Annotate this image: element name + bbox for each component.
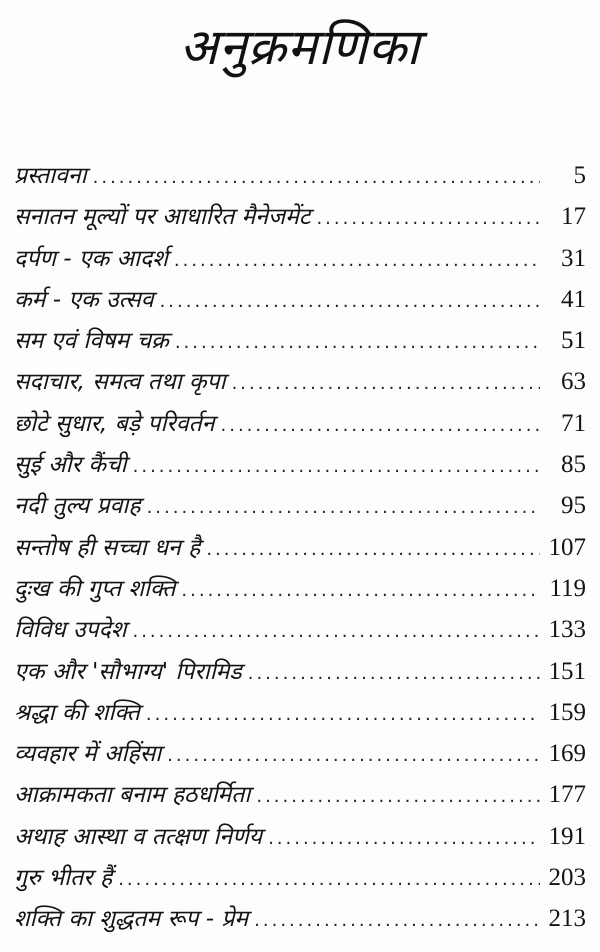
toc-entry-page: 85 — [561, 451, 586, 479]
toc-entry-title: दुःख की गुप्त शक्ति — [14, 575, 176, 602]
toc-entry-page: 107 — [548, 533, 586, 561]
toc-entry-title: नदी तुल्य प्रवाह — [14, 493, 141, 520]
page-title: अनुक्रमणिका — [179, 18, 421, 76]
dot-leader — [133, 456, 540, 477]
toc-entry-page: 31 — [561, 244, 586, 272]
dot-leader — [146, 704, 540, 725]
dot-leader — [147, 497, 540, 518]
toc-entry — [14, 488, 586, 529]
toc-entry — [14, 447, 586, 488]
toc-entry — [14, 406, 586, 447]
toc-entry-page: 51 — [561, 327, 586, 355]
toc-entry — [14, 901, 586, 942]
dot-leader — [174, 250, 540, 271]
toc-entry-title: सम एवं विषम चक्र — [14, 328, 169, 355]
toc-entry — [14, 571, 586, 612]
toc-entry-title: गुरु भीतर हैं — [14, 865, 113, 892]
table-of-contents — [14, 158, 586, 943]
toc-entry-page: 177 — [548, 781, 586, 809]
toc-entry-page: 159 — [548, 698, 586, 726]
toc-entry-title: दर्पण - एक आदर्श — [14, 245, 168, 272]
dot-leader — [206, 539, 540, 560]
dot-leader — [268, 828, 540, 849]
dot-leader — [160, 291, 540, 312]
toc-entry-page: 191 — [548, 822, 586, 850]
toc-entry — [14, 530, 586, 571]
toc-entry-page: 63 — [561, 368, 586, 396]
toc-entry — [14, 158, 586, 199]
dot-leader — [118, 869, 540, 890]
dot-leader — [316, 208, 540, 229]
toc-entry-page: 133 — [548, 616, 586, 644]
toc-entry-title: श्रद्धा की शक्ति — [14, 699, 140, 726]
toc-entry-title: एक और 'सौभाग्य' पिरामिड — [14, 658, 242, 685]
toc-entry-page: 119 — [549, 574, 586, 602]
toc-entry-title: अथाह आस्था व तत्क्षण निर्णय — [14, 823, 263, 850]
toc-entry — [14, 654, 586, 695]
dot-leader — [232, 373, 540, 394]
toc-entry-page: 71 — [561, 409, 586, 437]
toc-entry — [14, 323, 586, 364]
toc-entry-page: 41 — [561, 285, 586, 313]
toc-entry-title: छोटे सुधार, बड़े परिवर्तन — [14, 410, 215, 437]
toc-entry — [14, 241, 586, 282]
toc-entry-page: 95 — [561, 492, 586, 520]
toc-entry-title: शक्ति का शुद्धतम रूप - प्रेम — [14, 906, 249, 933]
dot-leader — [221, 415, 540, 436]
toc-entry-page: 213 — [548, 905, 586, 933]
toc-entry-title: सुई और कैंची — [14, 452, 127, 479]
toc-entry — [14, 199, 586, 240]
toc-entry — [14, 777, 586, 818]
toc-entry — [14, 736, 586, 777]
toc-entry-page: 17 — [561, 203, 586, 231]
toc-entry — [14, 695, 586, 736]
toc-entry-title: सदाचार, समत्व तथा कृपा — [14, 369, 226, 396]
toc-entry-title: सन्तोष ही सच्चा धन है — [14, 534, 201, 561]
toc-entry-title: कर्म - एक उत्सव — [14, 286, 154, 313]
toc-entry-page: 5 — [573, 162, 586, 189]
toc-entry — [14, 364, 586, 405]
toc-entry — [14, 819, 586, 860]
toc-entry-title: विविध उपदेश — [14, 617, 127, 644]
dot-leader — [181, 580, 540, 601]
toc-entry-title: आक्रामकता बनाम हठधर्मिता — [14, 782, 251, 809]
dot-leader — [175, 332, 540, 353]
toc-entry-title: प्रस्तावना — [14, 163, 87, 189]
dot-leader — [248, 663, 540, 684]
toc-entry-title: सनातन मूल्यों पर आधारित मैनेजमेंट — [14, 204, 311, 231]
toc-entry-page: 151 — [548, 657, 586, 685]
dot-leader — [167, 745, 540, 766]
toc-entry-page: 203 — [548, 864, 586, 892]
toc-entry — [14, 860, 586, 901]
dot-leader — [93, 167, 540, 188]
dot-leader — [254, 910, 540, 931]
dot-leader — [256, 786, 540, 807]
toc-entry-page: 169 — [548, 740, 586, 768]
toc-entry — [14, 612, 586, 653]
dot-leader — [132, 621, 540, 642]
toc-entry — [14, 282, 586, 323]
toc-entry-title: व्यवहार में अहिंसा — [14, 741, 162, 768]
